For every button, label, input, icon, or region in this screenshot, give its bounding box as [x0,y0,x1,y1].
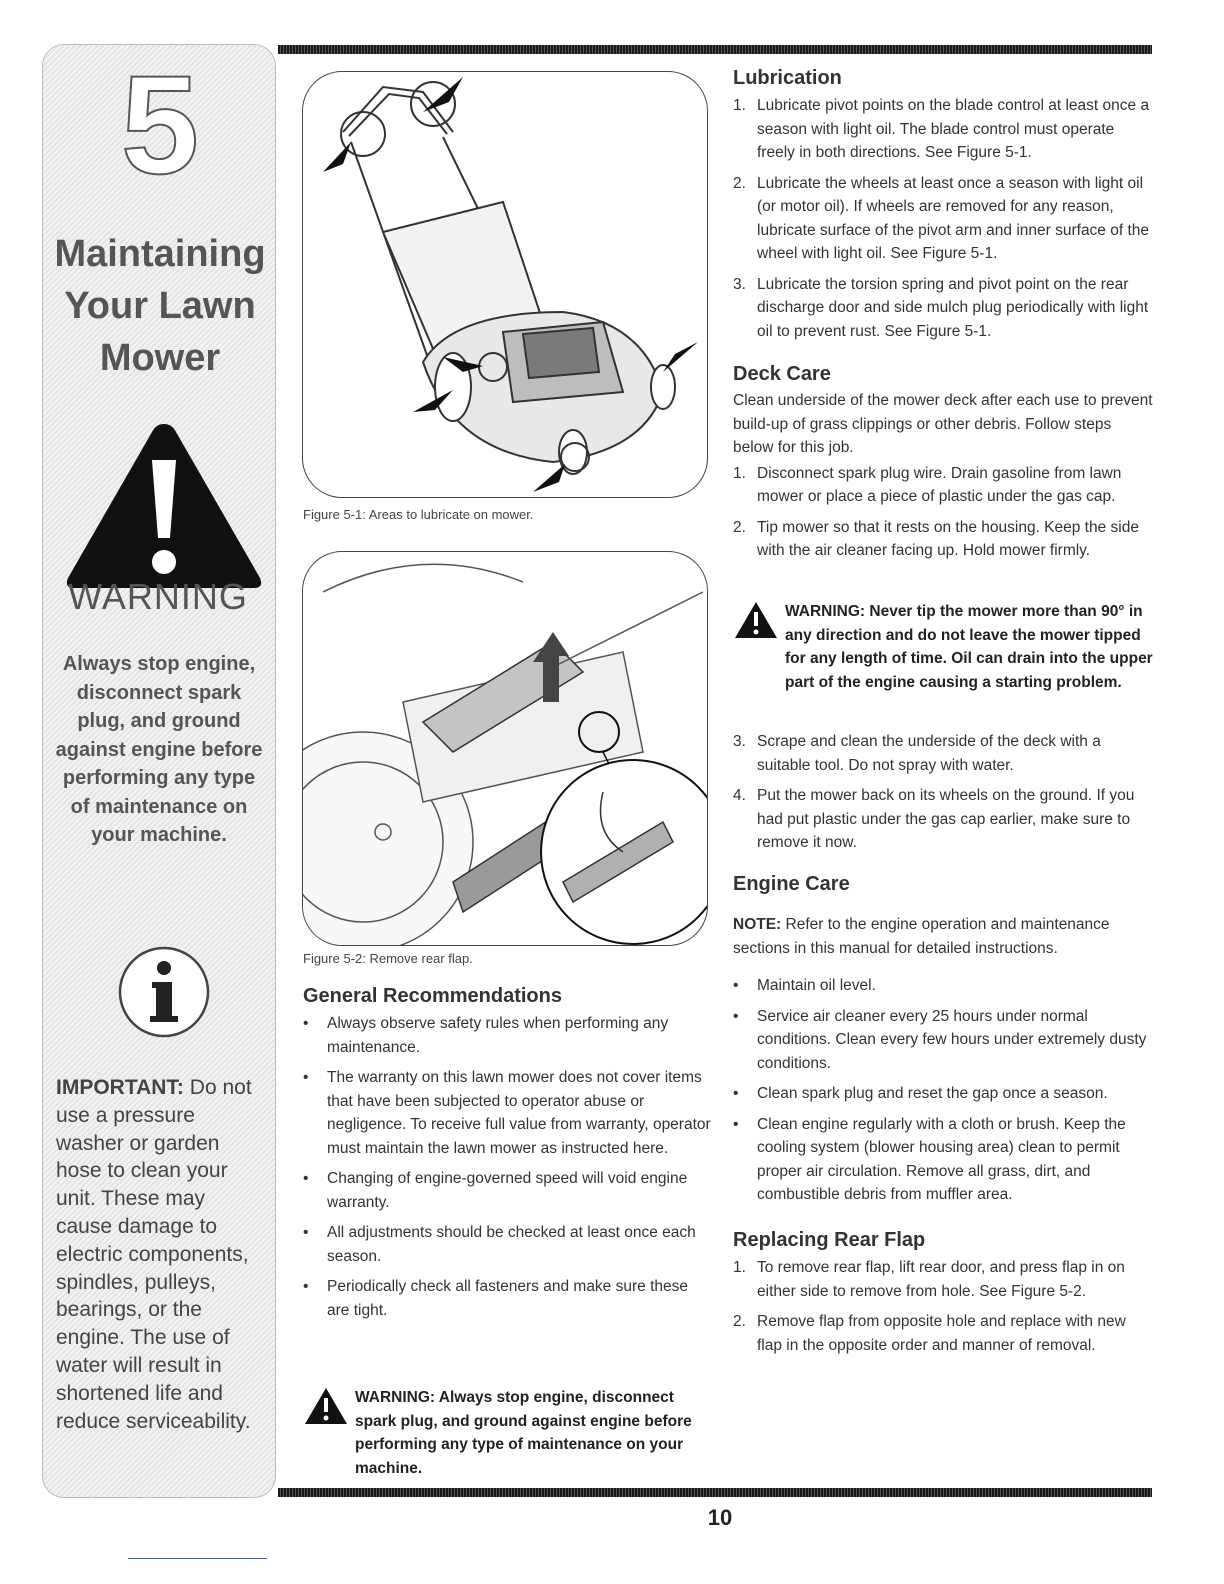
figure-caption: Figure 5-2: Remove rear flap. [303,951,473,966]
figure-lubrication-points [302,71,708,498]
rear-flap-illustration [303,552,707,945]
mower-illustration [303,72,707,497]
list-item: 3. Scrape and clean the underside of the deck with a suitable tool. Do not spray with water. [733,733,1101,774]
page-number: 10 [707,1505,733,1530]
engine-note [733,913,1153,960]
deck-warning-text: WARNING: Never tip the mower more than 90° in any direction and do not leave the mower tipped for any length of time. Oil can drain into the upper part of the engine causing a starting problem. [785,603,1153,691]
rear-flap-list [733,1256,1153,1364]
chapter-title-line: Maintaining [54,233,266,275]
section-heading-general: General Recommendations [303,985,562,1007]
section-heading-deck-care: Deck Care [733,363,831,385]
chapter-number: 5 [121,46,199,203]
list-item: • Periodically check all fasteners and make sure these are tight. [303,1278,688,1319]
list-item: • Clean spark plug and reset the gap once a season. [733,1085,1108,1102]
chapter-title-line: Your Lawn [64,285,256,327]
deck-warning [733,600,1153,694]
deck-care-section [733,389,1153,570]
warning-line: performing any type [62,767,256,789]
important-note [56,1074,266,1435]
list-item: 1. To remove rear flap, lift rear door, and press flap in on either side to remove from hole. See Figure 5-2. [733,1259,1125,1300]
general-recommendations-list [303,1012,713,1329]
list-item: 3. Lubricate the torsion spring and pivot point on the rear discharge door and side mulch plug periodically with light oil to prevent rust. See Figure 5-1. [733,275,1149,340]
list-item: 1. Disconnect spark plug wire. Drain gasoline from lawn mower or place a piece of plastic under the gas cap. [733,464,1122,505]
section-heading-rear-flap: Replacing Rear Flap [733,1229,926,1251]
engine-care-section [733,913,1153,1214]
warning-triangle-icon [733,600,779,640]
list-item: 2. Remove flap from opposite hole and replace with new flap in the opposite order and manner of removal. [733,1313,1126,1354]
section-heading-engine-care: Engine Care [733,873,850,895]
lubrication-list [733,94,1153,350]
warning-line: plug, and ground [77,710,241,732]
warning-triangle-icon [303,1386,349,1426]
list-item: 4. Put the mower back on its wheels on the ground. If you had put plastic under the gas cap earlier, make sure to remove it now. [733,787,1135,851]
section-heading-lubrication: Lubrication [733,67,842,89]
list-item: • Service air cleaner every 25 hours under normal conditions. Clean every few hours under extremely dusty conditions. [733,1007,1147,1072]
list-item: • The warranty on this lawn mower does not cover items that have been subjected to operator abuse or negligence. To receive full value from warranty, operator must maintain the lawn mower as instructed here. [303,1069,711,1157]
list-item: • Maintain oil level. [733,977,876,994]
warning-line: Always stop engine, [62,653,256,675]
deck-care-intro: Clean underside of the mower deck after each use to prevent build-up of grass clippings or other debris. Follow steps below for this job. [733,392,1153,456]
bottom-line [128,1558,267,1559]
list-item: • All adjustments should be checked at least once each season. [303,1224,696,1265]
warning-triangle-icon [62,418,266,594]
warning-line: of maintenance on [70,795,248,818]
general-warning-text: WARNING: Always stop engine, disconnect spark plug, and ground against engine before performing any type of maintenance on your machine. [355,1389,692,1477]
note-text: Refer to the engine operation and maintenance sections in this manual for detailed instructions. [733,916,1110,957]
important-label: IMPORTANT: [56,1076,184,1099]
chapter-title [30,228,290,384]
warning-label: WARNING [68,576,248,617]
warning-line: your machine. [91,824,227,846]
list-item: 2. Tip mower so that it rests on the housing. Keep the side with the air cleaner facing up. Hold mower firmly. [733,518,1139,559]
warning-line: disconnect spark [76,681,242,704]
info-icon [116,944,212,1040]
list-item: 1. Lubricate pivot points on the blade control at least once a season with light oil. The blade control must operate freely in both directions. See Figure 5-1. [733,97,1150,161]
figure-caption: Figure 5-1: Areas to lubricate on mower. [303,507,534,522]
list-item: • Changing of engine-governed speed will void engine warranty. [303,1170,688,1211]
note-label: NOTE: [733,916,782,933]
general-warning [303,1386,713,1480]
list-item: 2. Lubricate the wheels at least once a season with light oil (or motor oil). If wheels are removed for any reason, lubricate surface of the pivot arm and inner surface of the wheel with light oil. See Figure 5-1. [733,174,1150,262]
figure-rear-flap [302,551,708,946]
important-text: Do not use a pressure washer or garden hose to clean your unit. These may cause damage to electric components, spindles, pulleys, bearings, or the engine. The use of water will result in shortened life and reduce serviceability. [56,1076,252,1433]
chapter-title-line: Mower [99,337,221,379]
list-item: • Always observe safety rules when performing any maintenance. [303,1015,669,1056]
sidebar-warning-text [52,650,266,850]
top-divider-bar [278,45,1152,54]
deck-care-steps [733,730,1153,862]
warning-line: against engine before [55,738,263,761]
list-item: • Clean engine regularly with a cloth or brush. Keep the cooling system (blower housing area) clean to permit proper air circulation. Remove all grass, dirt, and combustible debris from muffler area. [733,1115,1126,1203]
bottom-divider-bar [278,1488,1152,1497]
